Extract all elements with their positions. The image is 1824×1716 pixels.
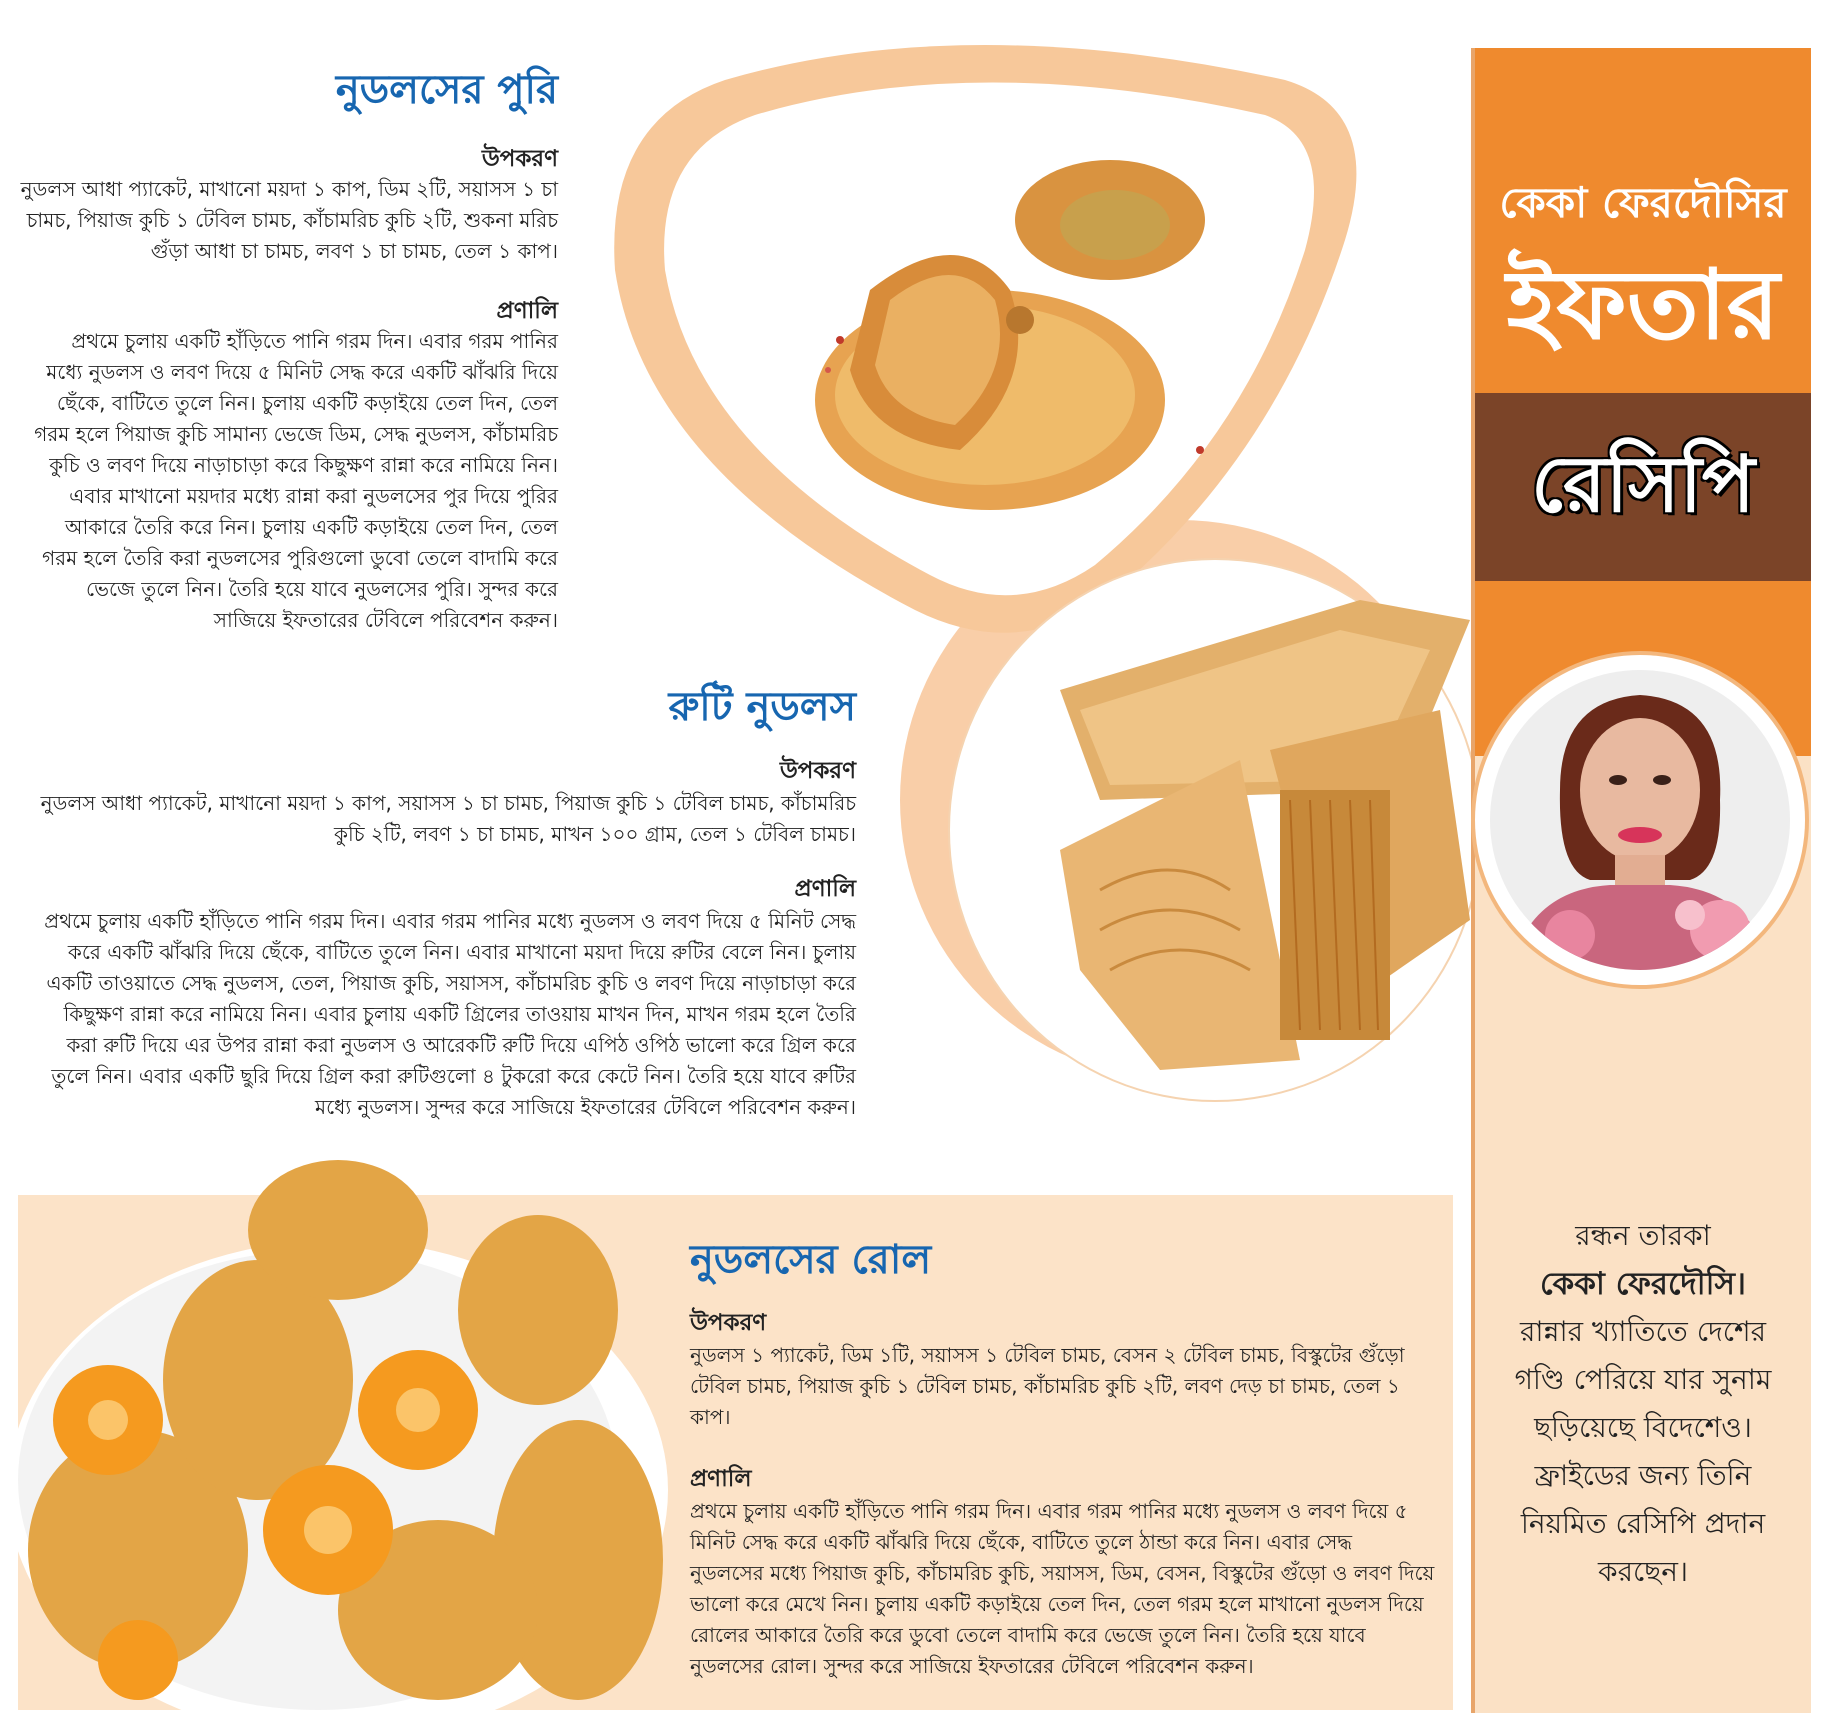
bio-line: গণ্ডি পেরিয়ে যার সুনাম — [1514, 1363, 1772, 1396]
text-line: কুচি ও লবণ দিয়ে নাড়াচাড়া করে কিছুক্ষণ রান্না করে নামিয়ে নিন। — [49, 453, 558, 477]
noodles-puri-image — [780, 150, 1260, 530]
recipe-1-title: নুডলসের পুরি — [335, 67, 558, 113]
text-line: মধ্যে নুডলস ও লবণ দিয়ে ৫ মিনিট সেদ্ধ করে একটি ঝাঁঝরি দিয়ে — [46, 360, 558, 384]
bio-line: রান্নার খ্যাতিতে দেশের — [1519, 1315, 1767, 1348]
bio-line: নিয়মিত রেসিপি প্রদান — [1520, 1507, 1766, 1540]
recipe-2-ingredients — [16, 788, 856, 850]
bio-line: ফ্রাইডের জন্য তিনি — [1534, 1459, 1752, 1492]
text-line: নুডলস আধা প্যাকেট, মাখানো ময়দা ১ কাপ, সয়াসস ১ চা চামচ, পিয়াজ কুচি ১ টেবিল চামচ, কাঁচামরিচ — [40, 791, 856, 815]
text-line: করে একটি ঝাঁঝরি দিয়ে ছেঁকে, বাটিতে তুলে নিন। এবার মাখানো ময়দা দিয়ে রুটির বেলে নিন। চুলায় — [67, 940, 856, 964]
noodles-roll-image — [18, 1160, 678, 1710]
recipe-2-title: রুটি নুডলস — [668, 684, 856, 730]
text-line: কাপ। — [690, 1405, 731, 1429]
text-line: করা রুটি দিয়ে এর উপর রান্না করা নুডলস ও আরেকটি রুটি দিয়ে এপিঠ ওপিঠ ভালো করে গ্রিল করে — [66, 1033, 856, 1057]
text-line: মিনিট সেদ্ধ করে একটি ঝাঁঝরি দিয়ে ছেঁকে, বাটিতে তুলে ঠান্ডা করে নিন। এবার সেদ্ধ — [690, 1530, 1353, 1554]
text-line: রোলের আকারে তৈরি করে ডুবো তেলে বাদামি করে ভেজে তুলে নিন। তৈরি হয়ে যাবে — [690, 1623, 1366, 1647]
recipe-1-ingredients — [18, 174, 558, 267]
text-line: মধ্যে নুডলস। সুন্দর করে সাজিয়ে ইফতারের টেবিলে পরিবেশন করুন। — [314, 1095, 856, 1119]
author-bio — [1475, 1212, 1811, 1596]
text-line: ভালো করে মেখে নিন। চুলায় একটি কড়াইয়ে তেল দিন, তেল গরম হলে মাখানো নুডলস দিয়ে — [690, 1592, 1424, 1616]
text-line: প্রথমে চুলায় একটি হাঁড়িতে পানি গরম দিন। এবার গরম পানির — [71, 329, 558, 353]
recipe-3-method-label: প্রণালি — [690, 1466, 752, 1492]
text-line: গুঁড়া আধা চা চামচ, লবণ ১ চা চামচ, তেল ১ কাপ। — [150, 239, 558, 263]
author-portrait — [1490, 670, 1790, 970]
text-line: নুডলস ১ প্যাকেট, ডিম ১টি, সয়াসস ১ টেবিল চামচ, বেসন ২ টেবিল চামচ, বিস্কুটের গুঁড়ো — [690, 1343, 1405, 1367]
text-line: কিছুক্ষণ রান্না করে নামিয়ে নিন। এবার চুলায় একটি গ্রিলের তাওয়ায় মাখন দিন, মাখন গরম হলে তৈরি — [63, 1002, 856, 1026]
text-line: তুলে নিন। এবার একটি ছুরি দিয়ে গ্রিল করা রুটিগুলো ৪ টুকরো করে কেটে নিন। তৈরি হয়ে যাবে রুটির — [51, 1064, 856, 1088]
recipe-3-method — [690, 1496, 1450, 1682]
sub-title: রেসিপি — [1531, 440, 1755, 530]
bio-line: ছড়িয়েছে বিদেশেও। — [1534, 1411, 1752, 1444]
rooti-noodles-image — [1040, 590, 1470, 1070]
recipe-3-ingredients — [690, 1340, 1450, 1433]
text-line: চামচ, পিয়াজ কুচি ১ টেবিল চামচ, কাঁচামরিচ কুচি ২টি, শুকনা মরিচ — [26, 208, 558, 232]
main-title: ইফতার — [1506, 249, 1780, 361]
text-line: নুডলস আধা প্যাকেট, মাখানো ময়দা ১ কাপ, ডিম ২টি, সয়াসস ১ চা — [20, 177, 558, 201]
text-line: নুডলসের মধ্যে পিয়াজ কুচি, কাঁচামরিচ কুচি, সয়াসস, ডিম, বেসন, বিস্কুটের গুঁড়ো ও লবণ দিয়ে — [690, 1561, 1435, 1585]
text-line: কুচি ২টি, লবণ ১ চা চামচ, মাখন ১০০ গ্রাম, তেল ১ টেবিল চামচ। — [334, 822, 856, 846]
text-line: একটি তাওয়াতে সেদ্ধ নুডলস, তেল, পিয়াজ কুচি, সয়াসস, কাঁচামরিচ কুচি ও লবণ দিয়ে নাড়াচাড়া করে — [46, 971, 856, 995]
bio-name: কেকা ফেরদৌসি। — [1539, 1266, 1747, 1302]
recipe-3-ingredients-label: উপকরণ — [690, 1310, 767, 1336]
text-line: ছেঁকে, বাটিতে তুলে নিন। চুলায় একটি কড়াইয়ে তেল দিন, তেল — [56, 391, 558, 415]
recipe-1-method-label: প্রণালি — [496, 298, 558, 324]
text-line: গরম হলে পিয়াজ কুচি সামান্য ভেজে ডিম, সেদ্ধ নুডলস, কাঁচামরিচ — [34, 422, 558, 446]
text-line: এবার মাখানো ময়দার মধ্যে রান্না করা নুডলসের পুর দিয়ে পুরির — [69, 484, 558, 508]
text-line: ভেজে তুলে নিন। তৈরি হয়ে যাবে নুডলসের পুরি। সুন্দর করে — [85, 577, 558, 601]
bio-line: করছেন। — [1598, 1555, 1688, 1588]
recipe-1-method — [18, 326, 558, 636]
text-line: সাজিয়ে ইফতারের টেবিলে পরিবেশন করুন। — [213, 608, 558, 632]
recipe-2-method — [16, 906, 856, 1123]
text-line: প্রথমে চুলায় একটি হাঁড়িতে পানি গরম দিন। এবার গরম পানির মধ্যে নুডলস ও লবণ দিয়ে ৫ — [690, 1499, 1408, 1523]
text-line: প্রথমে চুলায় একটি হাঁড়িতে পানি গরম দিন। এবার গরম পানির মধ্যে নুডলস ও লবণ দিয়ে ৫ মিনিট সেদ্ধ — [44, 909, 856, 933]
recipe-1-ingredients-label: উপকরণ — [481, 146, 558, 172]
bio-intro: রন্ধন তারকা — [1575, 1219, 1711, 1252]
recipe-2-ingredients-label: উপকরণ — [779, 758, 856, 784]
text-line: টেবিল চামচ, পিয়াজ কুচি ১ টেবিল চামচ, কাঁচামরিচ কুচি ২টি, লবণ দেড় চা চামচ, তেল ১ — [690, 1374, 1400, 1398]
text-line: গরম হলে তৈরি করা নুডলসের পুরিগুলো ডুবো তেলে বাদামি করে — [42, 546, 558, 570]
text-line: আকারে তৈরি করে নিন। চুলায় একটি কড়াইয়ে তেল দিন, তেল — [65, 515, 558, 539]
recipe-3-title: নুডলসের রোল — [690, 1237, 932, 1283]
text-line: নুডলসের রোল। সুন্দর করে সাজিয়ে ইফতারের টেবিলে পরিবেশন করুন। — [690, 1654, 1254, 1678]
recipe-2-method-label: প্রণালি — [794, 876, 856, 902]
author-line: কেকা ফেরদৌসির — [1499, 178, 1787, 227]
